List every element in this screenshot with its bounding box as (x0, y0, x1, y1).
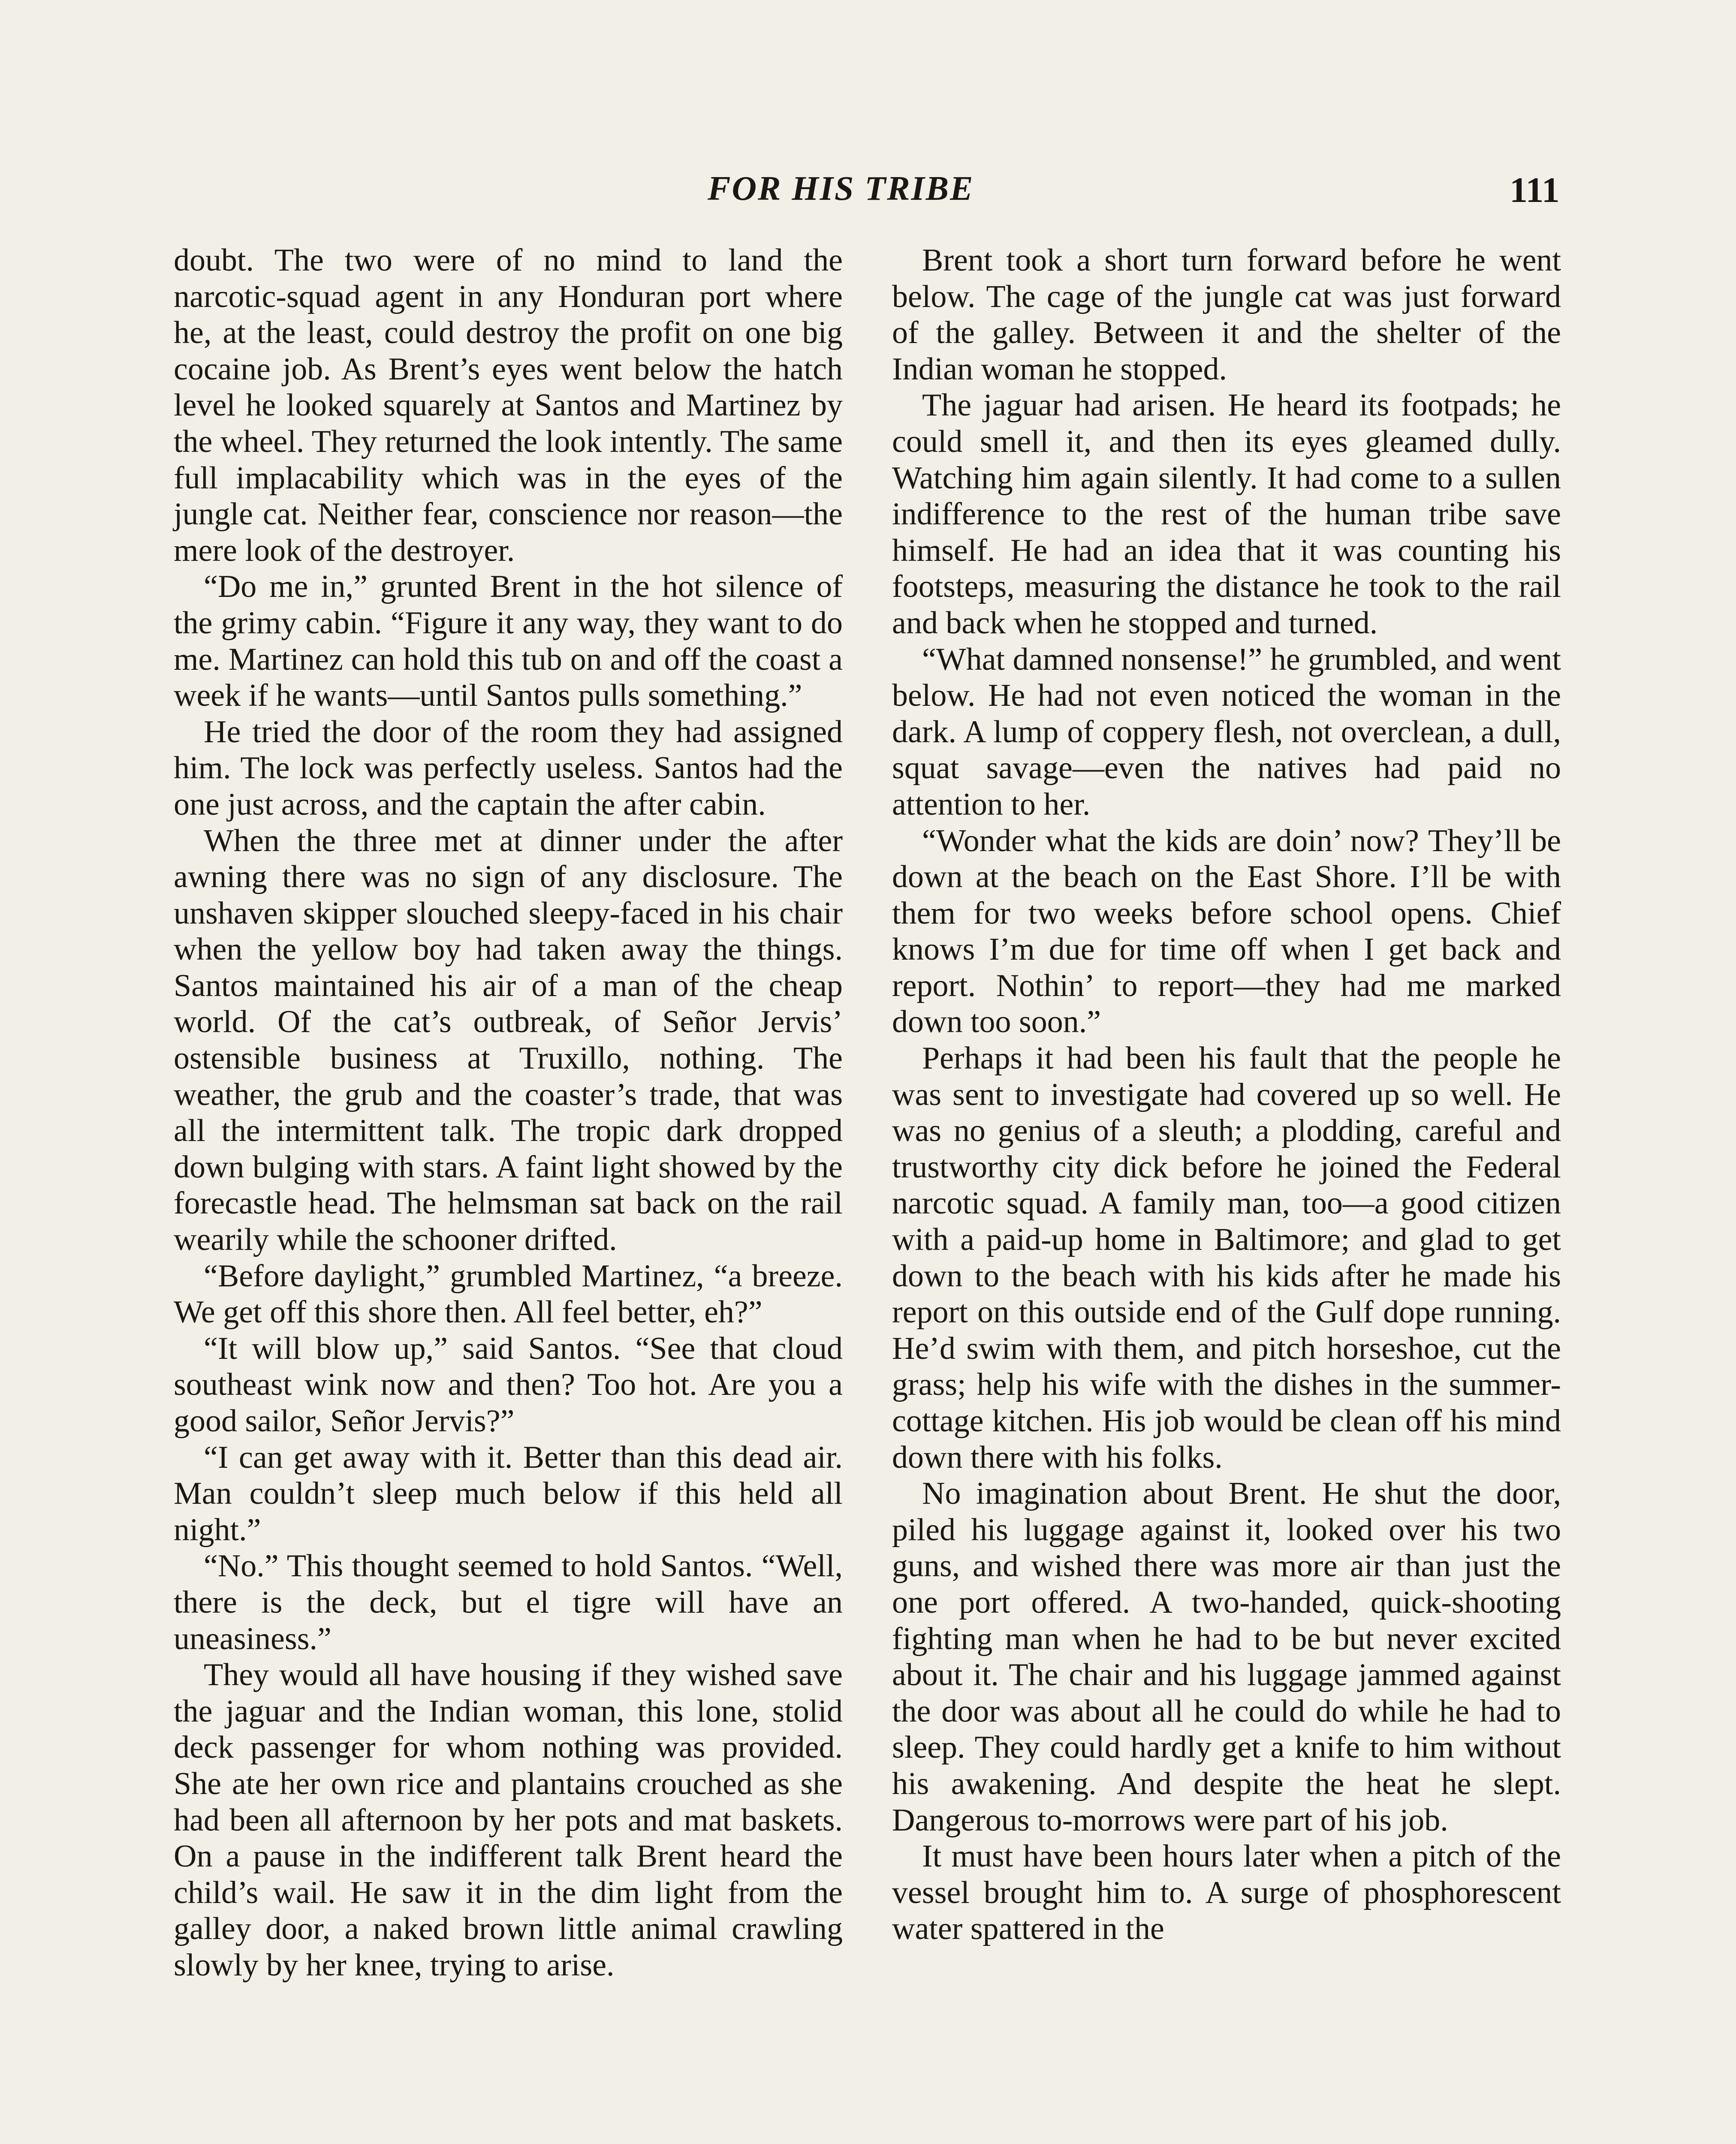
paragraph: Brent took a short turn forward before he went below. The cage of the jungle cat was just forward of the galley. Between it and the shelter of the Indian woman he stopped. (892, 243, 1561, 387)
paragraph: He tried the door of the room they had assigned him. The lock was perfectly useless. Santos had the one just across, and the captain the after cabin. (174, 714, 843, 822)
paragraph: The jaguar had arisen. He heard its footpads; he could smell it, and then its eyes gleamed dully. Watching him again silently. It had come to a sullen indifference to the rest of the human tribe save himself. He had an idea that it was counting his footsteps, measuring the distance he took to the rail and back when he stopped and turned. (892, 388, 1561, 641)
paragraph: “No.” This thought seemed to hold Santos. “Well, there is the deck, but el tigre will have an uneasiness.” (174, 1548, 843, 1656)
paragraph: “Do me in,” grunted Brent in the hot silence of the grimy cabin. “Figure it any way, they want to do me. Martinez can hold this tub on and off the coast a week if he wants—until Santos pulls something.” (174, 569, 843, 714)
paragraph: “It will blow up,” said Santos. “See that cloud southeast wink now and then? Too hot. Are you a good sailor, Señor Jervis?” (174, 1331, 843, 1439)
paragraph: “I can get away with it. Better than this dead air. Man couldn’t sleep much below if this held all night.” (174, 1439, 843, 1548)
paragraph: “Before daylight,” grumbled Martinez, “a breeze. We get off this shore then. All feel better, eh?” (174, 1258, 843, 1330)
paragraph: Perhaps it had been his fault that the people he was sent to investigate had covered up so well. He was no genius of a sleuth; a plodding, careful and trustworthy city dick before he joined the Federal narcotic squad. A family man, too—a good citizen with a paid-up home in Baltimore; and glad to get down to the beach with his kids after he made his report on this outside end of the Gulf dope running. He’d swim with them, and pitch horseshoe, cut the grass; help his wife with the dishes in the summer-cottage kitchen. His job would be clean off his mind down there with his folks. (892, 1041, 1561, 1475)
paragraph: doubt. The two were of no mind to land the narcotic-squad agent in any Honduran port where he, at the least, could destroy the profit on one big cocaine job. As Brent’s eyes went below the hatch level he looked squarely at Santos and Martinez by the wheel. They returned the look intently. The same full implacability which was in the eyes of the jungle cat. Neither fear, conscience nor reason—the mere look of the destroyer. (174, 243, 843, 568)
right-column (892, 242, 1561, 1947)
paragraph: “Wonder what the kids are doin’ now? They’ll be down at the beach on the East Shore. I’ll be with them for two weeks before school opens. Chief knows I’m due for time off when I get back and report. Nothin’ to report—they had me marked down too soon.” (892, 823, 1561, 1040)
running-header-title: FOR HIS TRIBE (708, 170, 974, 208)
paragraph: “What damned nonsense!” he grumbled, and went below. He had not even noticed the woman in the dark. A lump of coppery flesh, not overclean, a dull, squat savage—even the natives had paid no attention to her. (892, 641, 1561, 822)
paragraph: It must have been hours later when a pitch of the vessel brought him to. A surge of phosphorescent water spattered in the (892, 1839, 1561, 1947)
page-number: 111 (1510, 170, 1560, 210)
paragraph: No imagination about Brent. He shut the door, piled his luggage against it, looked over his two guns, and wished there was more air than just the one port offered. A two-handed, quick-shooting fighting man when he had to be but never excited about it. The chair and his luggage jammed against the door was about all he could do while he had to sleep. They could hardly get a knife to him without his awakening. And despite the heat he slept. Dangerous to-morrows were part of his job. (892, 1476, 1561, 1838)
paragraph: When the three met at dinner under the after awning there was no sign of any disclosure. The unshaven skipper slouched sleepy-faced in his chair when the yellow boy had taken away the things. Santos maintained his air of a man of the cheap world. Of the cat’s outbreak, of Señor Jervis’ ostensible business at Truxillo, nothing. The weather, the grub and the coaster’s trade, that was all the intermittent talk. The tropic dark dropped down bulging with stars. A faint light showed by the forecastle head. The helmsman sat back on the rail wearily while the schooner drifted. (174, 823, 843, 1258)
paragraph: They would all have housing if they wished save the jaguar and the Indian woman, this lone, stolid deck passenger for whom nothing was provided. She ate her own rice and plantains crouched as she had been all afternoon by her pots and mat baskets. On a pause in the indifferent talk Brent heard the child’s wail. He saw it in the dim light from the galley door, a naked brown little animal crawling slowly by her knee, trying to arise. (174, 1657, 843, 1983)
left-column (174, 242, 843, 1984)
